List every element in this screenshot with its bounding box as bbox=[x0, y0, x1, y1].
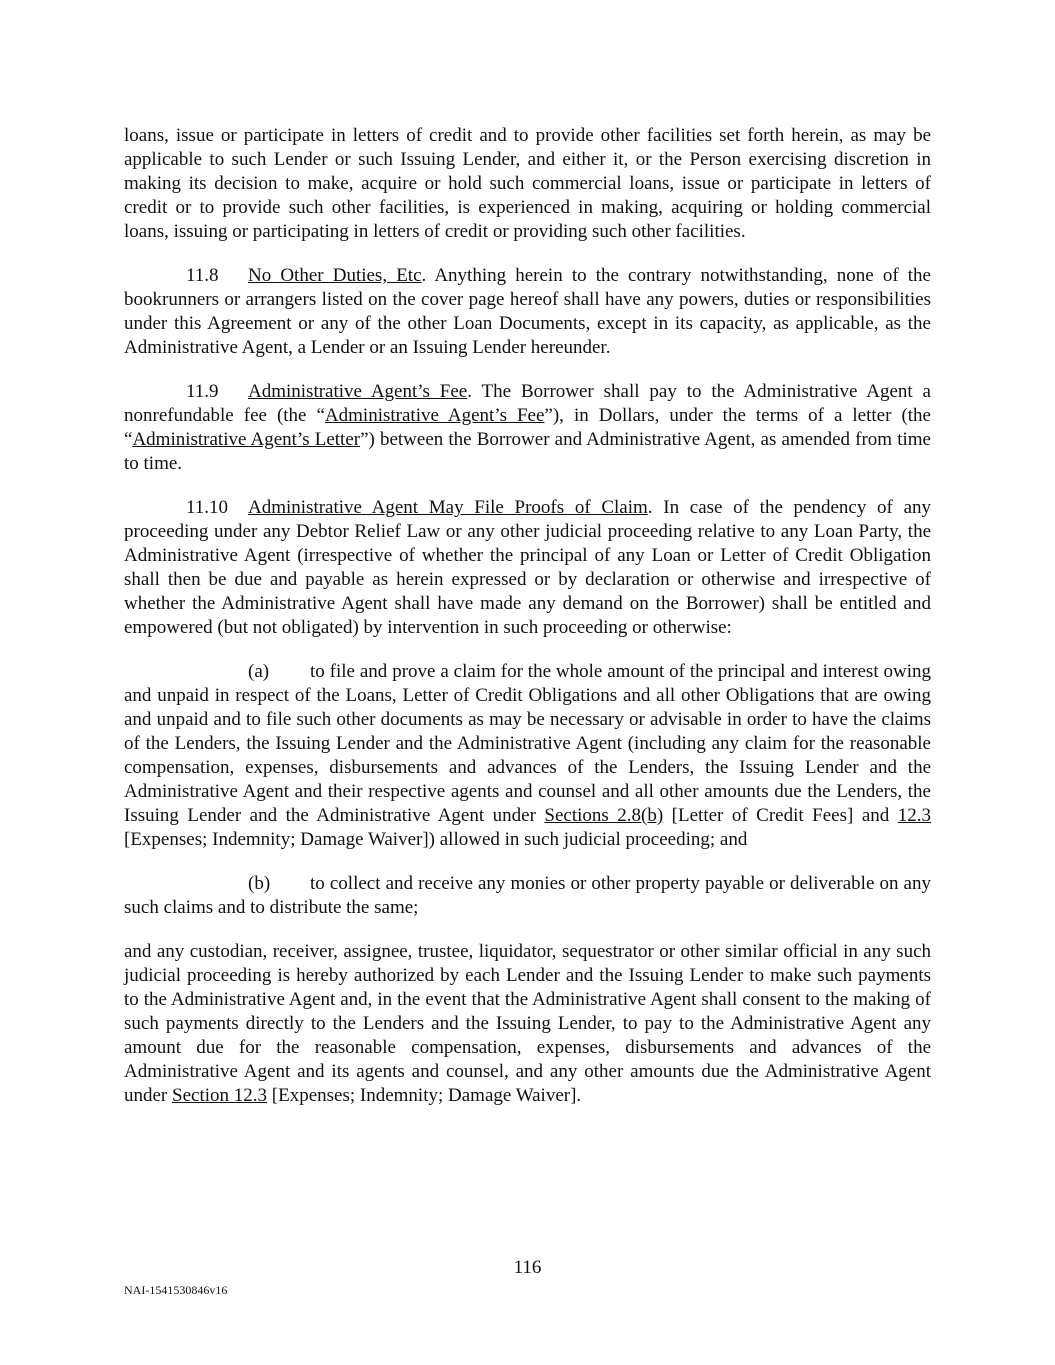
section-text: . The Borrower shall pay to the Administrative Agent a nonrefundable fee (the “ bbox=[124, 381, 931, 426]
closing-text: and any custodian, receiver, assignee, trustee, liquidator, sequestrator or other similar official in any such judicial proceeding is hereby authorized by each Lender and the Issuing Lender to make such payments to the Administrative Agent and, in the event that the Administrative Agent shall consent to the making of such payments directly to the Lenders and the Issuing Lender, to pay to the Administrative Agent any amount due for the reasonable compensation, expenses, disbursements and advances of the Administrative Agent and its agents and counsel, and any other amounts due the Administrative Agent under bbox=[124, 941, 931, 1106]
subparagraph-b bbox=[124, 872, 931, 920]
subparagraph-text: [Expenses; Indemnity; Damage Waiver]) allowed in such judicial proceeding; and bbox=[124, 829, 748, 850]
section-number: 11.10 bbox=[186, 497, 229, 518]
section-11-9 bbox=[124, 380, 931, 476]
section-number: 11.9 bbox=[186, 381, 219, 402]
section-text: . In case of the pendency of any proceeding under any Debtor Relief Law or any other judicial proceeding relative to any Loan Party, the Administrative Agent (irrespective of whether the principal of any Loan or Letter of Credit Obligation shall then be due and payable as herein expressed or by declaration or otherwise and irrespective of whether the Administrative Agent shall have made any demand on the Borrower) shall be entitled and empowered (but not obligated) by intervention in such proceeding or otherwise: bbox=[124, 497, 932, 638]
subparagraph-a bbox=[124, 660, 931, 852]
continuation-paragraph bbox=[124, 124, 931, 244]
cross-reference: 12.3 bbox=[897, 805, 932, 826]
section-heading: No Other Duties, Etc bbox=[248, 265, 422, 286]
defined-term: Administrative Agent’s Letter bbox=[132, 429, 361, 450]
subparagraph-label: (b) bbox=[248, 873, 271, 894]
continuation-text: loans, issue or participate in letters of credit and to provide other facilities set forth herein, as may be applicable to such Lender or such Issuing Lender, and either it, or the Person exercising discretion in making its decision to make, acquire or hold such commercial loans, issue or participate in letters of credit or to provide such other facilities, is experienced in making, acquiring or holding commercial loans, issuing or participating in letters of credit or providing such other facilities. bbox=[124, 125, 931, 242]
document-id: NAI-1541530846v16 bbox=[124, 1283, 228, 1297]
closing-paragraph bbox=[124, 940, 931, 1108]
section-text: ”), in Dollars, under the terms of a letter (the “ bbox=[124, 405, 931, 450]
section-text: ”) between the Borrower and Administrative Agent, as amended from time to time. bbox=[124, 429, 931, 474]
defined-term: Administrative Agent’s Fee bbox=[324, 405, 545, 426]
page-number: 116 bbox=[513, 1257, 542, 1278]
closing-text: [Expenses; Indemnity; Damage Waiver]. bbox=[267, 1085, 582, 1106]
section-11-8 bbox=[124, 264, 931, 360]
section-number: 11.8 bbox=[186, 265, 219, 286]
section-text: . Anything herein to the contrary notwithstanding, none of the bookrunners or arrangers listed on the cover page hereof shall have any powers, duties or responsibilities under this Agreement or any of the other Loan Documents, except in its capacity, as applicable, as the Administrative Agent, a Lender or an Issuing Lender hereunder. bbox=[124, 265, 931, 358]
section-heading: Administrative Agent’s Fee bbox=[248, 381, 468, 402]
section-11-10 bbox=[124, 496, 931, 640]
subparagraph-label: (a) bbox=[248, 661, 270, 682]
document-body bbox=[124, 124, 931, 1128]
subparagraph-text: to file and prove a claim for the whole amount of the principal and interest owing and unpaid in respect of the Loans, Letter of Credit Obligations and all other Obligations that are owing and unpaid and to file such other documents as may be necessary or advisable in order to have the claims of the Lenders, the Issuing Lender and the Administrative Agent (including any claim for the reasonable compensation, expenses, disbursements and advances of the Lenders, the Issuing Lender and the Administrative Agent and their respective agents and counsel and all other amounts due the Lenders, the Issuing Lender and the Administrative Agent under bbox=[124, 661, 931, 826]
subparagraph-text: [Letter of Credit Fees] and bbox=[663, 805, 898, 826]
subparagraph-text: to collect and receive any monies or other property payable or deliverable on any such claims and to distribute the same; bbox=[124, 873, 931, 918]
section-heading: Administrative Agent May File Proofs of Claim bbox=[248, 497, 648, 518]
cross-reference: Sections 2.8(b) bbox=[544, 805, 664, 826]
cross-reference: Section 12.3 bbox=[172, 1085, 268, 1106]
